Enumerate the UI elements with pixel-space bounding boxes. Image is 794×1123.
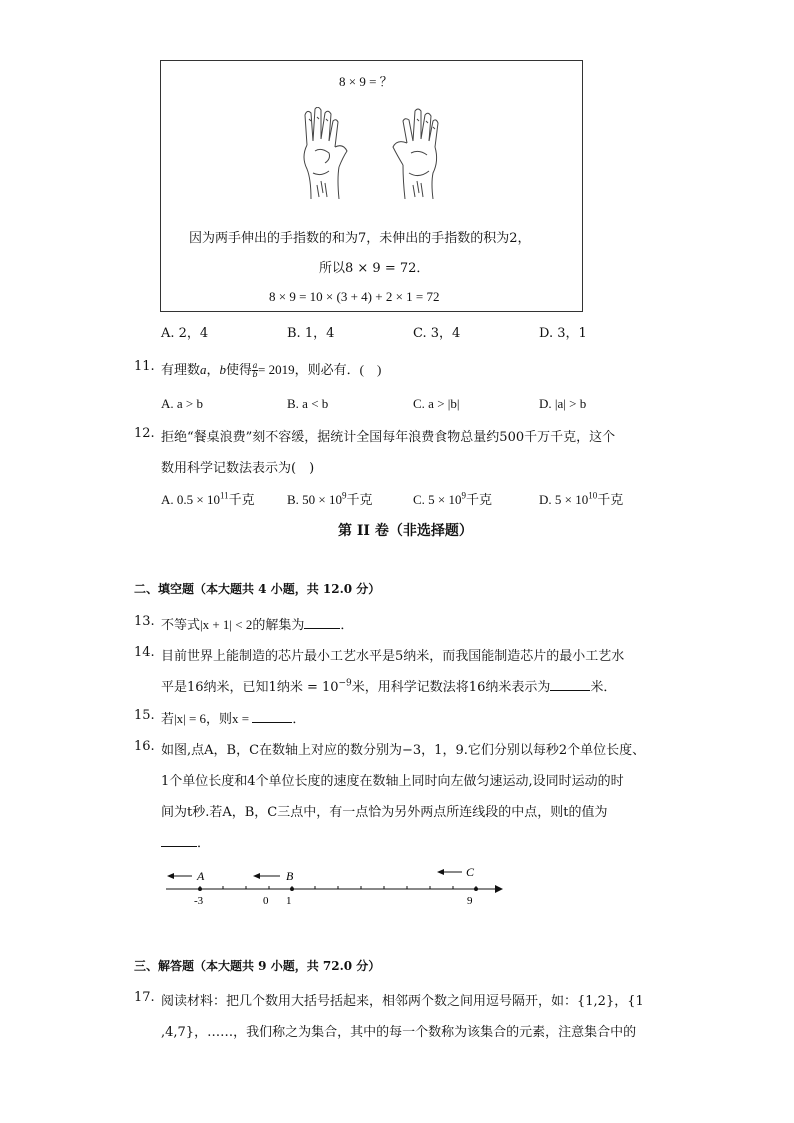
question-16-line2: 1个单位长度和4个单位长度的速度在数轴上同时向左做匀速运动,设同时运动的时 — [161, 774, 624, 789]
tick-label-9: 9 — [467, 895, 473, 907]
right-hand-image — [389, 107, 445, 201]
option-b: B. a < b — [287, 396, 329, 411]
figure-question: 8 × 9 = ？ — [339, 74, 393, 89]
question-14-line1: 目前世界上能制造的芯片最小工艺水平是5纳米，而我国能制造芯片的最小工艺水 — [161, 649, 625, 664]
axis-arrow-head — [495, 885, 503, 893]
question-12-line1: 拒绝“餐桌浪费”刻不容缓，据统计全国每年浪费食物总量约500千万千克，这个 — [161, 430, 616, 445]
option-b: B. 1，4 — [287, 326, 335, 341]
option-d: D. |a| > b — [539, 396, 587, 411]
option-a: A. a > b — [161, 396, 203, 411]
question-13-number: 13. — [134, 614, 155, 629]
left-hand-image — [299, 107, 353, 201]
point-b-label: B — [286, 869, 294, 883]
tick-label-0: 0 — [263, 895, 269, 907]
option-a: A. $0.5 \times 10^{11}$千克 — [161, 490, 255, 507]
question-16-number: 16. — [134, 739, 155, 754]
question-16-line4: ． — [161, 832, 210, 851]
question-14-number: 14. — [134, 645, 155, 660]
question-16-line1: 如图,点A，B，C在数轴上对应的数分别为−3，1，9.它们分别以每秒2个单位长度、 — [161, 743, 646, 758]
point-c-dot — [474, 887, 478, 891]
fraction-a-over-b: $\frac{a}{b}$ — [252, 361, 258, 379]
option-c: C. a > |b| — [413, 396, 460, 411]
question-13-text: 不等式|x + 1| < 2的解集为 ． — [161, 617, 354, 633]
question-15-text: 若|x| = 6，则x = ． — [161, 711, 306, 726]
finger-multiplication-figure — [160, 60, 583, 312]
option-a: A. 2，4 — [161, 326, 209, 341]
question-14-line2: 平是16纳米，已知1纳米 = $10^{-9}$米，用科学记数法将16纳米表示为 米． — [161, 678, 617, 695]
tick-label-neg3: -3 — [194, 895, 204, 907]
number-line-diagram — [160, 858, 510, 910]
question-16-line3: 间为t秒.若A，B，C三点中，有一点恰为另外两点所连线段的中点，则t的值为 — [161, 805, 608, 820]
question-17-line2: ,4,7}，……，我们称之为集合，其中的每一个数称为该集合的元素，注意集合中的 — [161, 1025, 637, 1040]
question-17-number: 17. — [134, 990, 155, 1005]
question-15-number: 15. — [134, 708, 155, 723]
point-a-label: A — [197, 869, 205, 883]
option-b: B. $50 \times 10^9$千克 — [287, 490, 373, 507]
question-11-text: 有理数a，b使得 $\frac{a}{b}$ = 2019，则必有．( ) — [161, 361, 382, 379]
part-2-title: 第 II 卷（非选择题） — [338, 523, 473, 539]
tick-label-1: 1 — [286, 895, 292, 907]
option-c: C. 3，4 — [413, 326, 461, 341]
answer-blank[interactable] — [304, 616, 340, 629]
option-d: D. 3，1 — [539, 326, 587, 341]
answer-blank[interactable] — [550, 678, 590, 691]
answer-blank[interactable] — [252, 710, 292, 723]
point-b-dot — [290, 887, 294, 891]
point-c-label: C — [466, 865, 475, 879]
figure-explanation-line2: 所以8 × 9 = 72． — [319, 261, 430, 276]
question-17-line1: 阅读材料：把几个数用大括号括起来，相邻两个数之间用逗号隔开，如：{1,2}，{1 — [161, 994, 644, 1009]
answer-blank[interactable] — [161, 834, 197, 847]
option-c: C. $5 \times 10^9$千克 — [413, 490, 493, 507]
option-d: D. $5 \times 10^{10}$千克 — [539, 490, 624, 507]
section-2-header: 二、填空题（本大题共 4 小题，共 12.0 分） — [134, 582, 381, 596]
figure-explanation-line1: 因为两手伸出的手指数的和为7，未伸出的手指数的积为2， — [189, 231, 531, 246]
question-12-line2: 数用科学记数法表示为( ) — [161, 461, 315, 476]
section-3-header: 三、解答题（本大题共 9 小题，共 72.0 分） — [134, 959, 381, 973]
figure-formula: 8 × 9 = 10 × (3 + 4) + 2 × 1 = 72 — [269, 289, 440, 304]
question-11-number: 11. — [134, 359, 155, 374]
point-a-dot — [198, 887, 202, 891]
question-12-number: 12. — [134, 426, 155, 441]
